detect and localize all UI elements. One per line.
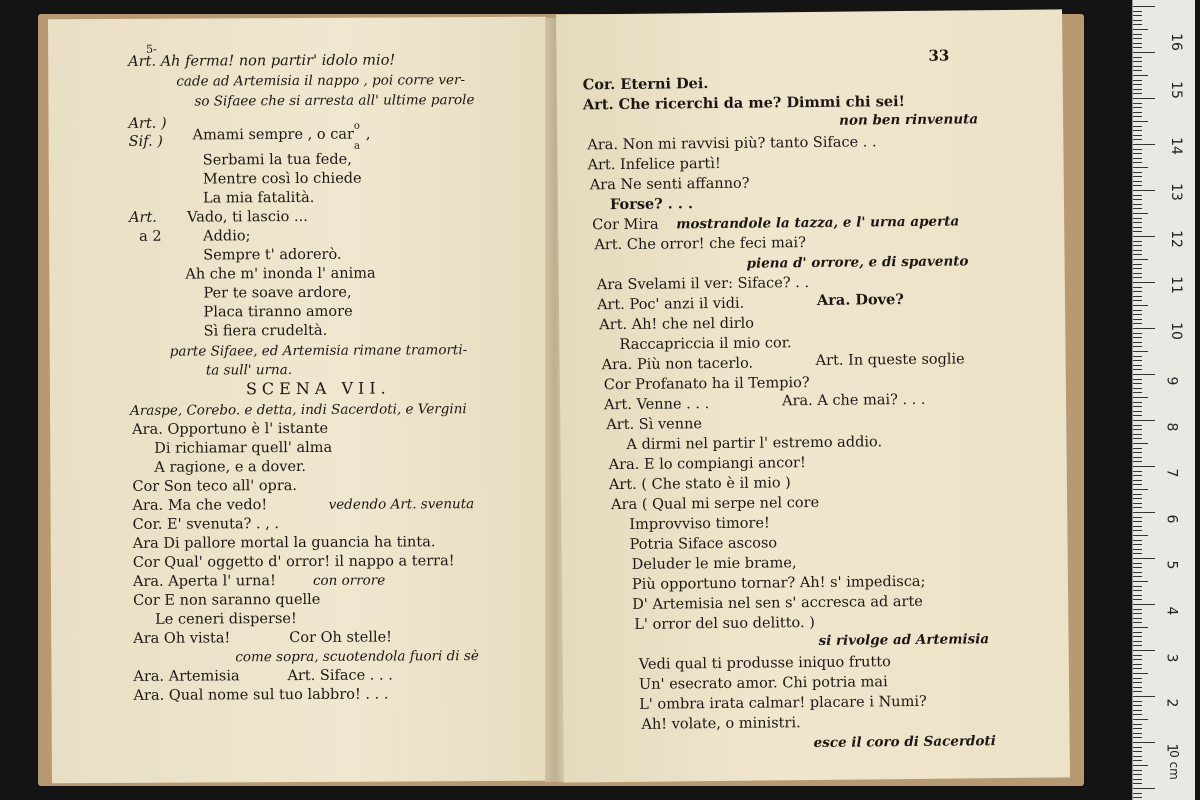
text-line: Art. Venne . . . xyxy=(604,396,710,414)
ruler-tick xyxy=(1133,328,1155,329)
text-line: Cor. Eterni Dei. xyxy=(582,75,709,94)
ruler-tick xyxy=(1133,733,1142,734)
ruler-tick xyxy=(1133,199,1142,200)
ruler-tick xyxy=(1133,379,1142,380)
scene-heading: SCENA VII. xyxy=(245,378,391,399)
left-page xyxy=(48,17,550,784)
text-line: Mentre così lo chiede xyxy=(202,170,362,188)
ruler-tick xyxy=(1133,530,1142,531)
ruler-tick xyxy=(1133,89,1142,90)
ruler-tick xyxy=(1133,61,1142,62)
page-marker: 5- xyxy=(146,42,157,56)
ruler-tick xyxy=(1133,678,1142,679)
ruler-tick xyxy=(1133,576,1142,577)
text-line: Un' esecrato amor. Chi potria mai xyxy=(638,674,888,693)
ruler-tick xyxy=(1133,337,1142,338)
speaker: a 2 xyxy=(139,228,162,245)
text-line: Ara. A che mai? . . . xyxy=(781,391,926,410)
speaker: Art. xyxy=(129,209,157,226)
stage-direction: parte Sifaee, ed Artemisia rimane tramorti- xyxy=(169,342,468,360)
ruler-tick xyxy=(1133,162,1142,163)
stage-direction: vedendo Art. svenuta xyxy=(328,496,475,513)
ruler-tick xyxy=(1133,103,1142,104)
ruler-tick xyxy=(1133,227,1142,228)
text-line: Cor E non saranno quelle xyxy=(133,591,321,609)
ruler-tick xyxy=(1133,567,1142,568)
ruler-tick xyxy=(1133,641,1142,642)
ruler-tick xyxy=(1133,259,1148,260)
ruler-tick xyxy=(1133,314,1142,315)
ruler-tick xyxy=(1133,98,1155,99)
ruler-tick xyxy=(1133,682,1142,683)
ruler-tick xyxy=(1133,618,1142,619)
ruler-tick xyxy=(1133,760,1142,761)
ruler-number: 1 xyxy=(1163,743,1180,753)
text-line: Art. Siface . . . xyxy=(287,667,393,685)
text-line: Le ceneri disperse! xyxy=(155,611,297,628)
ruler-tick xyxy=(1133,277,1142,278)
text-line: Ara Svelami il ver: Siface? . . xyxy=(596,275,810,294)
text-line: Ara. E lo compiangi ancor! xyxy=(608,455,806,474)
ruler-tick xyxy=(1133,181,1142,182)
ruler-tick xyxy=(1133,185,1142,186)
ruler-tick xyxy=(1133,287,1142,288)
text-line: Forse? . . . xyxy=(609,195,694,214)
measurement-ruler xyxy=(1132,0,1195,800)
stage-direction: come sopra, scuotendola fuori di sè xyxy=(235,648,479,666)
stage-direction: Araspe, Corebo. e detta, indi Sacerdoti, e Vergini xyxy=(130,401,467,419)
ruler-tick xyxy=(1133,346,1142,347)
ruler-tick xyxy=(1133,195,1142,196)
ruler-tick xyxy=(1133,29,1148,30)
ruler-tick xyxy=(1133,126,1142,127)
ruler-tick xyxy=(1133,305,1148,306)
ruler-tick xyxy=(1133,34,1142,35)
ruler-tick xyxy=(1133,351,1148,352)
page-number: 33 xyxy=(928,46,950,65)
text-line: Cor Profanato ha il Tempio? xyxy=(603,375,810,394)
ruler-tick xyxy=(1133,737,1142,738)
ruler-tick xyxy=(1133,783,1142,784)
text-line: Art. Ah! che nel dirlo xyxy=(599,315,755,334)
ruler-tick xyxy=(1133,172,1142,173)
ruler-tick xyxy=(1133,604,1155,605)
ruler-tick xyxy=(1133,719,1148,720)
ruler-tick xyxy=(1133,218,1142,219)
stage-direction: cade ad Artemisia il nappo , poi corre ver- xyxy=(176,72,466,90)
stage-direction: esce il coro di Sacerdoti xyxy=(813,733,996,752)
ruler-tick xyxy=(1133,121,1148,122)
ruler-number: 13 xyxy=(1167,183,1184,201)
text-line: Deluder le mie brame, xyxy=(631,555,797,573)
ruler-tick xyxy=(1133,650,1155,651)
ruler-tick xyxy=(1133,149,1142,150)
ruler-tick xyxy=(1133,282,1155,283)
text-line: Cor. E' svenuta? . , . xyxy=(132,516,280,533)
ruler-tick xyxy=(1133,429,1142,430)
ruler-tick xyxy=(1133,38,1142,39)
text-line: Ah! volate, o ministri. xyxy=(641,715,801,733)
ruler-tick xyxy=(1133,397,1148,398)
ruler-tick xyxy=(1133,66,1142,67)
ruler-tick xyxy=(1133,788,1155,789)
ruler-tick xyxy=(1133,190,1155,191)
ruler-tick xyxy=(1133,774,1142,775)
ruler-tick xyxy=(1133,374,1155,375)
ruler-tick xyxy=(1133,342,1142,343)
text-line: Sì fiera crudeltà. xyxy=(203,322,328,340)
stage-direction: ta sull' urna. xyxy=(205,362,293,379)
ruler-tick xyxy=(1133,581,1148,582)
stage-direction: si rivolge ad Artemisia xyxy=(818,631,990,649)
ruler-tick xyxy=(1133,130,1142,131)
ruler-tick xyxy=(1133,627,1148,628)
stage-direction: mostrandole la tazza, e l' urna aperta xyxy=(676,213,960,233)
ruler-tick xyxy=(1133,264,1142,265)
ruler-tick xyxy=(1133,507,1142,508)
ruler-tick xyxy=(1133,388,1142,389)
ruler-tick xyxy=(1133,466,1155,467)
ruler-tick xyxy=(1133,457,1142,458)
ruler-tick xyxy=(1133,779,1142,780)
ruler-tick xyxy=(1133,11,1142,12)
ruler-tick xyxy=(1133,535,1148,536)
ruler-tick xyxy=(1133,655,1142,656)
ruler-tick xyxy=(1133,420,1155,421)
ruler-tick xyxy=(1133,273,1142,274)
ruler-tick xyxy=(1133,222,1142,223)
ruler-tick xyxy=(1133,153,1142,154)
ruler-tick xyxy=(1133,742,1155,743)
ruler-tick xyxy=(1133,480,1142,481)
ruler-tick xyxy=(1133,471,1142,472)
ruler-tick xyxy=(1133,245,1142,246)
ruler-tick xyxy=(1133,323,1142,324)
speaker: Sif. ) xyxy=(128,133,163,150)
text-line: Sempre t' adorerò. xyxy=(203,246,342,264)
ruler-unit-label: 0 cm xyxy=(1166,750,1181,780)
ruler-tick xyxy=(1133,521,1142,522)
text-line: A ragione, e a dover. xyxy=(154,458,307,476)
ruler-tick xyxy=(1133,664,1142,665)
ruler-tick xyxy=(1133,57,1142,58)
ruler-tick xyxy=(1133,15,1142,16)
ruler-tick xyxy=(1133,553,1142,554)
ruler-tick xyxy=(1133,770,1142,771)
ruler-number: 6 xyxy=(1163,514,1180,524)
ruler-tick xyxy=(1133,112,1142,113)
text-line: Ara. Dove? xyxy=(816,291,904,309)
ruler-number: 3 xyxy=(1163,653,1180,663)
text-line: L' ombra irata calmar! placare i Numi? xyxy=(639,693,927,713)
ruler-tick xyxy=(1133,383,1142,384)
text-line: Ara. Opportuno è l' istante xyxy=(132,420,329,438)
ruler-tick xyxy=(1133,622,1142,623)
text-line: Vedi qual ti produsse iniquo frutto xyxy=(638,654,891,673)
text-line: Art. Che ricerchi da me? Dimmi chi sei! xyxy=(582,93,906,114)
ruler-tick xyxy=(1133,503,1142,504)
ruler-tick xyxy=(1133,498,1142,499)
right-page xyxy=(556,9,1070,782)
text-line: Placa tiranno amore xyxy=(203,303,353,321)
ruler-tick xyxy=(1133,599,1142,600)
ruler-tick xyxy=(1133,406,1142,407)
ruler-tick xyxy=(1133,645,1142,646)
ruler-tick xyxy=(1133,632,1142,633)
text-line: Cor Qual' oggetto d' orror! il nappo a terra! xyxy=(132,553,455,571)
ruler-tick xyxy=(1133,705,1142,706)
ruler-tick xyxy=(1133,75,1148,76)
text-line: A dirmi nel partir l' estremo addio. xyxy=(626,434,883,453)
text-line: Raccapriccia il mio cor. xyxy=(619,335,792,354)
ruler-tick xyxy=(1133,310,1142,311)
ruler-tick xyxy=(1133,691,1142,692)
stage-direction: non ben rinvenuta xyxy=(839,111,979,129)
ruler-number: 12 xyxy=(1167,230,1184,248)
text-line: Per te soave ardore, xyxy=(203,284,352,302)
text-line: L' orror del suo delitto. ) xyxy=(634,614,815,633)
ruler-number: 14 xyxy=(1167,137,1184,155)
ruler-number: 8 xyxy=(1163,422,1180,432)
stage-direction: con orrore xyxy=(312,572,386,589)
ruler-tick xyxy=(1133,765,1148,766)
ruler-tick xyxy=(1133,139,1142,140)
ruler-tick xyxy=(1133,84,1142,85)
ruler-tick xyxy=(1133,544,1142,545)
ruler-tick xyxy=(1133,710,1142,711)
ruler-number: 4 xyxy=(1163,606,1180,616)
ruler-tick xyxy=(1133,365,1142,366)
text-line: Ara Ne senti affanno? xyxy=(589,175,750,194)
ruler-tick xyxy=(1133,415,1142,416)
ruler-tick xyxy=(1133,434,1142,435)
ruler-tick xyxy=(1133,319,1142,320)
text-line: Più opportuno tornar? Ah! s' impedisca; xyxy=(631,573,926,593)
ruler-tick xyxy=(1133,613,1142,614)
ruler-tick xyxy=(1133,241,1142,242)
ruler-tick xyxy=(1133,724,1142,725)
ruler-tick xyxy=(1133,494,1142,495)
ruler-tick xyxy=(1133,756,1142,757)
text-line: Cor Mira xyxy=(592,216,659,234)
ruler-tick xyxy=(1133,360,1142,361)
ruler-tick xyxy=(1133,333,1142,334)
ruler-tick xyxy=(1133,20,1142,21)
ruler-tick xyxy=(1133,793,1142,794)
text-line: Art. Sì venne xyxy=(606,416,703,434)
ruler-tick xyxy=(1133,116,1142,117)
ruler-tick xyxy=(1133,231,1142,232)
text-line: Cor Oh stelle! xyxy=(289,629,393,647)
text-line: Ara ( Qual mi serpe nel core xyxy=(611,494,820,514)
ruler-tick xyxy=(1133,714,1142,715)
text-line: Ara. Aperta l' urna! xyxy=(132,573,276,590)
ruler-tick xyxy=(1133,609,1142,610)
ruler-tick xyxy=(1133,563,1142,564)
stage-direction: piena d' orrore, e di spavento xyxy=(746,253,969,272)
ruler-tick xyxy=(1133,135,1142,136)
ruler-number: 2 xyxy=(1163,698,1180,708)
ruler-tick xyxy=(1133,461,1142,462)
text-line: Art. ( Che stato è il mio ) xyxy=(608,475,791,494)
ruler-tick xyxy=(1133,176,1142,177)
ruler-tick xyxy=(1133,728,1142,729)
ruler-tick xyxy=(1133,751,1142,752)
ruler-tick xyxy=(1133,80,1142,81)
ruler-tick xyxy=(1133,52,1155,53)
ruler-tick xyxy=(1133,24,1142,25)
ruler-tick xyxy=(1133,659,1142,660)
ruler-tick xyxy=(1133,517,1142,518)
ruler-tick xyxy=(1133,572,1142,573)
ruler-tick xyxy=(1133,93,1142,94)
ruler-tick xyxy=(1133,47,1142,48)
ruler-tick xyxy=(1133,452,1142,453)
text-line: Vado, ti lascio ... xyxy=(187,208,308,226)
ruler-tick xyxy=(1133,204,1142,205)
ruler-tick xyxy=(1133,540,1142,541)
ruler-tick xyxy=(1133,107,1142,108)
ruler-tick xyxy=(1133,236,1155,237)
text-line: Ara. Qual nome sul tuo labbro! . . . xyxy=(133,686,389,704)
ruler-tick xyxy=(1133,595,1142,596)
text-line: Serbami la tua fede, xyxy=(202,151,352,169)
ruler-number: 15 xyxy=(1167,81,1184,99)
ruler-tick xyxy=(1133,687,1142,688)
ruler-tick xyxy=(1133,6,1155,7)
ruler-tick xyxy=(1133,425,1142,426)
ruler-tick xyxy=(1133,144,1155,145)
text-line: Amami sempre , o car$^o_a$, xyxy=(192,120,371,152)
ruler-tick xyxy=(1133,636,1142,637)
ruler-tick xyxy=(1133,356,1142,357)
text-line: Improvviso timore! xyxy=(629,515,770,533)
ruler-tick xyxy=(1133,43,1142,44)
ruler-number: 9 xyxy=(1163,376,1180,386)
ruler-tick xyxy=(1133,590,1142,591)
speaker: Art. ) xyxy=(128,115,167,132)
ruler-tick xyxy=(1133,213,1148,214)
ruler-tick xyxy=(1133,392,1142,393)
text-line: Art. Poc' anzi il vidi. xyxy=(596,295,745,314)
text-line: Potria Siface ascoso xyxy=(629,535,778,553)
text-line: Ara. Non mi ravvisi più? tanto Siface . . xyxy=(587,134,877,154)
ruler-number: 10 xyxy=(1167,322,1184,340)
ruler-tick xyxy=(1133,208,1142,209)
ruler-tick xyxy=(1133,448,1142,449)
ruler-tick xyxy=(1133,268,1142,269)
text-line: Art. In queste soglie xyxy=(815,351,965,369)
ruler-tick xyxy=(1133,549,1142,550)
text-line: D' Artemisia nel sen s' accresca ad arte xyxy=(632,593,923,613)
ruler-tick xyxy=(1133,291,1142,292)
ruler-tick xyxy=(1133,70,1142,71)
ruler-tick xyxy=(1133,411,1142,412)
text-line: Ara. Più non tacerlo. xyxy=(601,355,754,374)
ruler-number: 16 xyxy=(1167,33,1184,51)
ruler-tick xyxy=(1133,668,1142,669)
ruler-number: 5 xyxy=(1163,560,1180,570)
ruler-tick xyxy=(1133,696,1155,697)
text-line: Art. Ah ferma! non partir' idolo mio! xyxy=(128,52,396,70)
text-line: Cor Son teco all' opra. xyxy=(132,478,298,495)
text-line: Ara Oh vista! xyxy=(133,630,231,647)
ruler-tick xyxy=(1133,443,1148,444)
ruler-tick xyxy=(1133,167,1148,168)
ruler-tick xyxy=(1133,489,1148,490)
ruler-tick xyxy=(1133,402,1142,403)
ruler-tick xyxy=(1133,701,1142,702)
ruler-tick xyxy=(1133,438,1142,439)
text-line: Art. Che orror! che feci mai? xyxy=(594,235,807,254)
text-line: Ara. Ma che vedo! xyxy=(132,497,268,514)
ruler-tick xyxy=(1133,586,1142,587)
ruler-tick xyxy=(1133,296,1142,297)
ruler-tick xyxy=(1133,475,1142,476)
ruler-tick xyxy=(1133,369,1142,370)
ruler-tick xyxy=(1133,747,1142,748)
ruler-number: 7 xyxy=(1163,468,1180,478)
ruler-tick xyxy=(1133,158,1142,159)
text-line: Addio; xyxy=(203,228,251,245)
ruler-tick xyxy=(1133,484,1142,485)
stage-direction: so Sifaee che si arresta all' ultime parole xyxy=(194,92,475,110)
text-line: Ara. Artemisia xyxy=(133,668,240,685)
ruler-number: 11 xyxy=(1167,276,1184,294)
ruler-tick xyxy=(1133,512,1155,513)
ruler-tick xyxy=(1133,300,1142,301)
text-line: Art. Infelice partì! xyxy=(587,155,721,174)
ruler-tick xyxy=(1133,558,1155,559)
text-line: Ara Di pallore mortal la guancia ha tinta. xyxy=(132,534,436,552)
ruler-tick xyxy=(1133,673,1148,674)
text-line: La mia fatalità. xyxy=(202,189,315,207)
text-line: Di richiamar quell' alma xyxy=(154,439,333,457)
ruler-tick xyxy=(1133,250,1142,251)
ruler-tick xyxy=(1133,254,1142,255)
ruler-tick xyxy=(1133,797,1142,798)
text-line: Ah che m' inonda l' anima xyxy=(185,265,376,283)
ruler-tick xyxy=(1133,526,1142,527)
